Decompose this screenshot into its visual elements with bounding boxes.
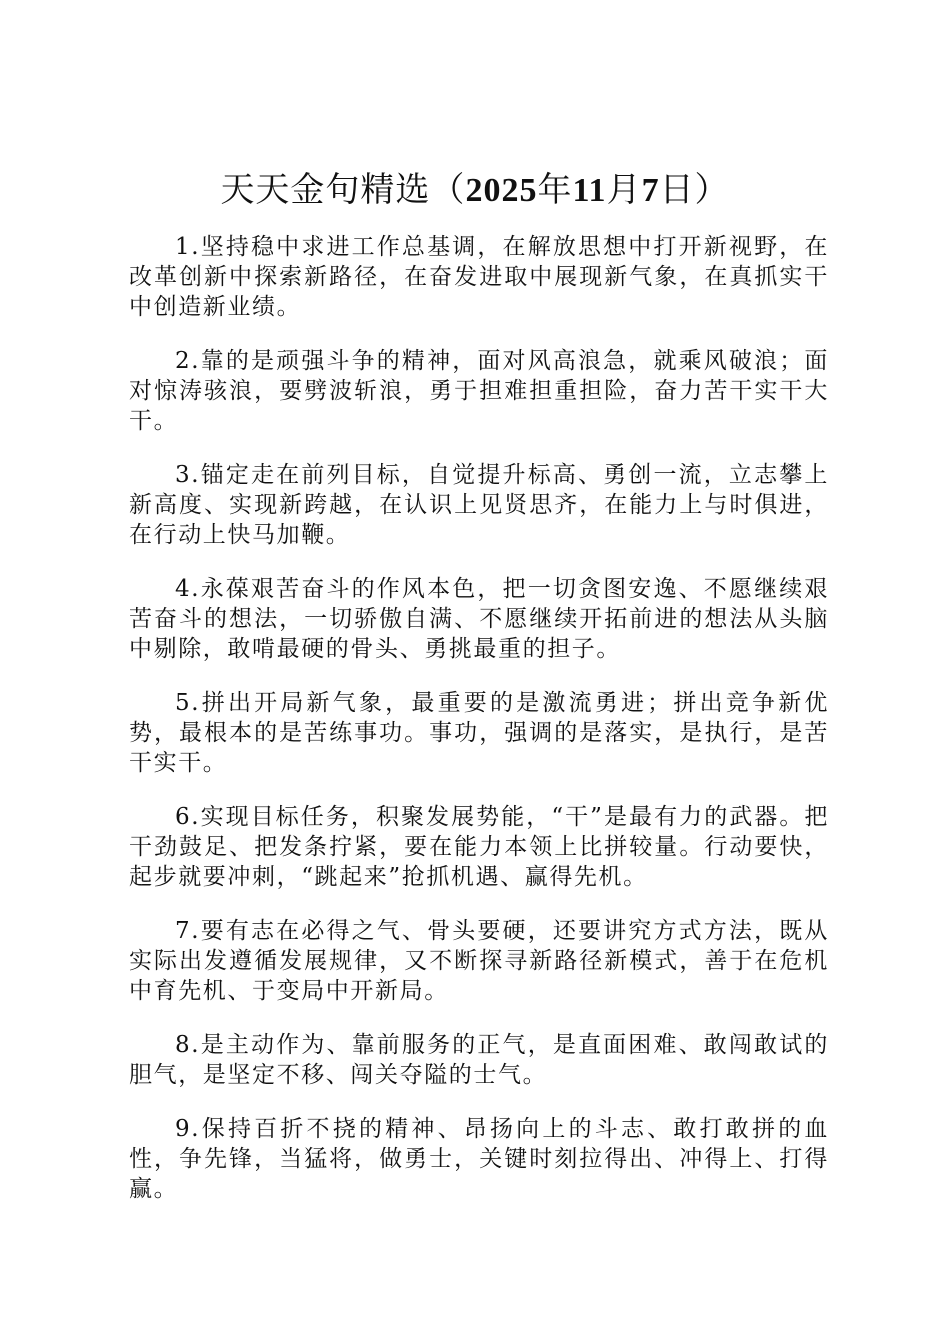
- quote-paragraph-5: 5.拼出开局新气象，最重要的是激流勇进；拼出竞争新优势，最根本的是苦练事功。事功，强调的是落实，是执行，是苦干实干。: [129, 690, 829, 776]
- title-suffix: 日）: [659, 170, 730, 210]
- quote-paragraph-2: 2.靠的是顽强斗争的精神，面对风高浪急，就乘风破浪；面对惊涛骇浪，要劈波斩浪，勇于担难担重担险，奋力苦干实干大干。: [129, 348, 829, 434]
- quote-paragraph-6: 6.实现目标任务，积聚发展势能，“干”是最有力的武器。把干劲鼓足、把发条拧紧，要在能力本领上比拼较量。行动要快，起步就要冲刺，“跳起来”抢抓机遇、赢得先机。: [129, 804, 829, 890]
- quote-paragraph-8: 8.是主动作为、靠前服务的正气，是直面困难、敢闯敢试的胆气，是坚定不移、闯关夺隘的士气。: [129, 1032, 829, 1088]
- page-title: [0, 168, 950, 213]
- quote-paragraph-3: 3.锚定走在前列目标，自觉提升标高、勇创一流，立志攀上新高度、实现新跨越，在认识上见贤思齐，在能力上与时俱进，在行动上快马加鞭。: [129, 462, 829, 548]
- title-day: 7: [641, 172, 660, 209]
- quote-list: [129, 232, 829, 1228]
- title-year: 2025: [465, 172, 538, 209]
- title-month-unit: 月: [606, 170, 642, 210]
- title-prefix: 天天金句精选（: [220, 170, 466, 210]
- title-month: 11: [572, 172, 607, 209]
- quote-paragraph-4: 4.永葆艰苦奋斗的作风本色，把一切贪图安逸、不愿继续艰苦奋斗的想法，一切骄傲自满、不愿继续开拓前进的想法从头脑中剔除，敢啃最硬的骨头、勇挑最重的担子。: [129, 576, 829, 662]
- quote-paragraph-9: 9.保持百折不挠的精神、昂扬向上的斗志、敢打敢拼的血性，争先锋，当猛将，做勇士，关键时刻拉得出、冲得上、打得赢。: [129, 1116, 829, 1202]
- quote-paragraph-7: 7.要有志在必得之气、骨头要硬，还要讲究方式方法，既从实际出发遵循发展规律，又不断探寻新路径新模式，善于在危机中育先机、于变局中开新局。: [129, 918, 829, 1004]
- title-year-unit: 年: [537, 170, 573, 210]
- quote-paragraph-1: 1.坚持稳中求进工作总基调，在解放思想中打开新视野，在改革创新中探索新路径，在奋发进取中展现新气象，在真抓实干中创造新业绩。: [129, 234, 829, 320]
